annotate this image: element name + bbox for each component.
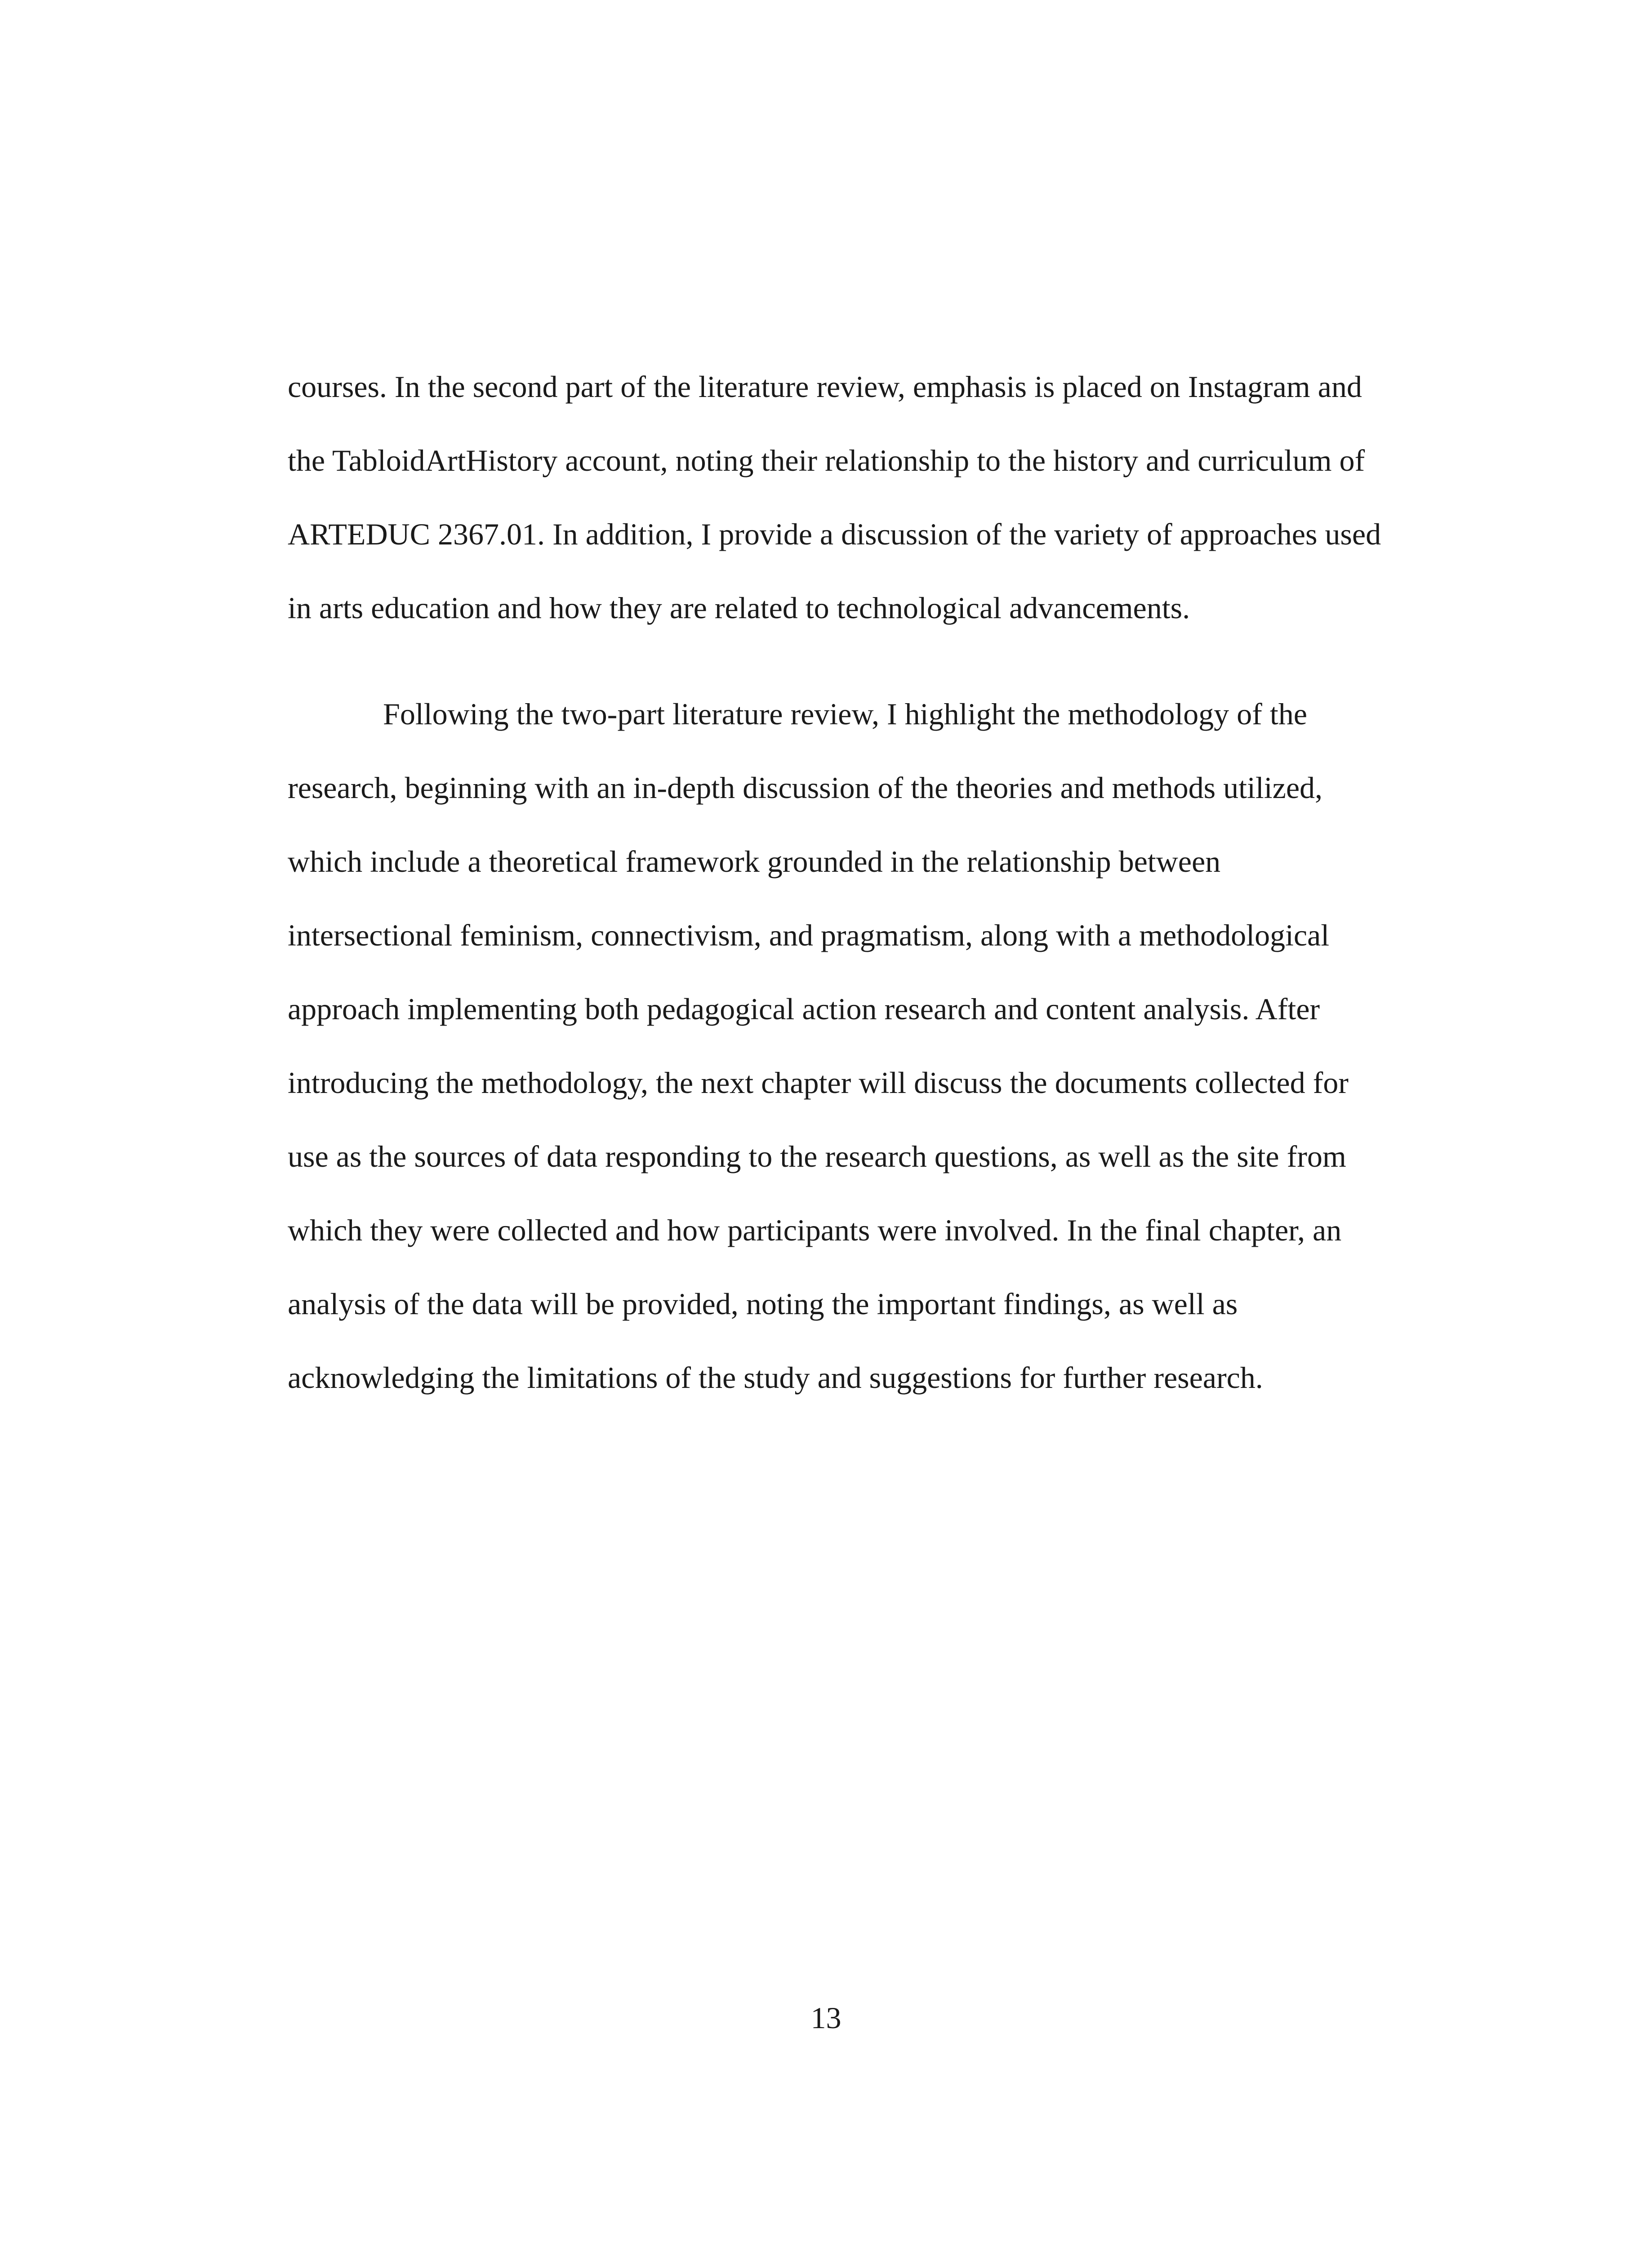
paragraph-2-line-4: intersectional feminism, connectivism, and pragmatism, along with a methodological [288,918,1330,952]
paragraph-2-line-9: analysis of the data will be provided, noting the important findings, as well as [288,1287,1238,1321]
paragraph-2-line-6: introducing the methodology, the next chapter will discuss the documents collected for [288,1066,1349,1100]
page-number: 13 [810,2001,842,2035]
paragraph-1-line-2: the TabloidArtHistory account, noting their relationship to the history and curriculum of [288,443,1365,477]
paragraph-2-line-3: which include a theoretical framework grounded in the relationship between [288,844,1221,879]
paragraph-2-line-2: research, beginning with an in-depth discussion of the theories and methods utilized, [288,771,1323,805]
paragraph-2-line-8: which they were collected and how participants were involved. In the final chapter, an [288,1213,1342,1247]
paragraph-2-line-1: Following the two-part literature review, I highlight the methodology of the [383,697,1307,731]
paragraph-2-line-7: use as the sources of data responding to the research questions, as well as the site from [288,1139,1346,1173]
paragraph-2-line-5: approach implementing both pedagogical action research and content analysis. After [288,992,1320,1026]
paragraph-1-line-4: in arts education and how they are related to technological advancements. [288,591,1190,625]
paragraph-1-line-3: ARTEDUC 2367.01. In addition, I provide a discussion of the variety of approaches used [288,517,1381,551]
paragraph-2-line-10: acknowledging the limitations of the study and suggestions for further research. [288,1360,1263,1395]
paragraph-1-line-1: courses. In the second part of the literature review, emphasis is placed on Instagram and [288,370,1362,404]
